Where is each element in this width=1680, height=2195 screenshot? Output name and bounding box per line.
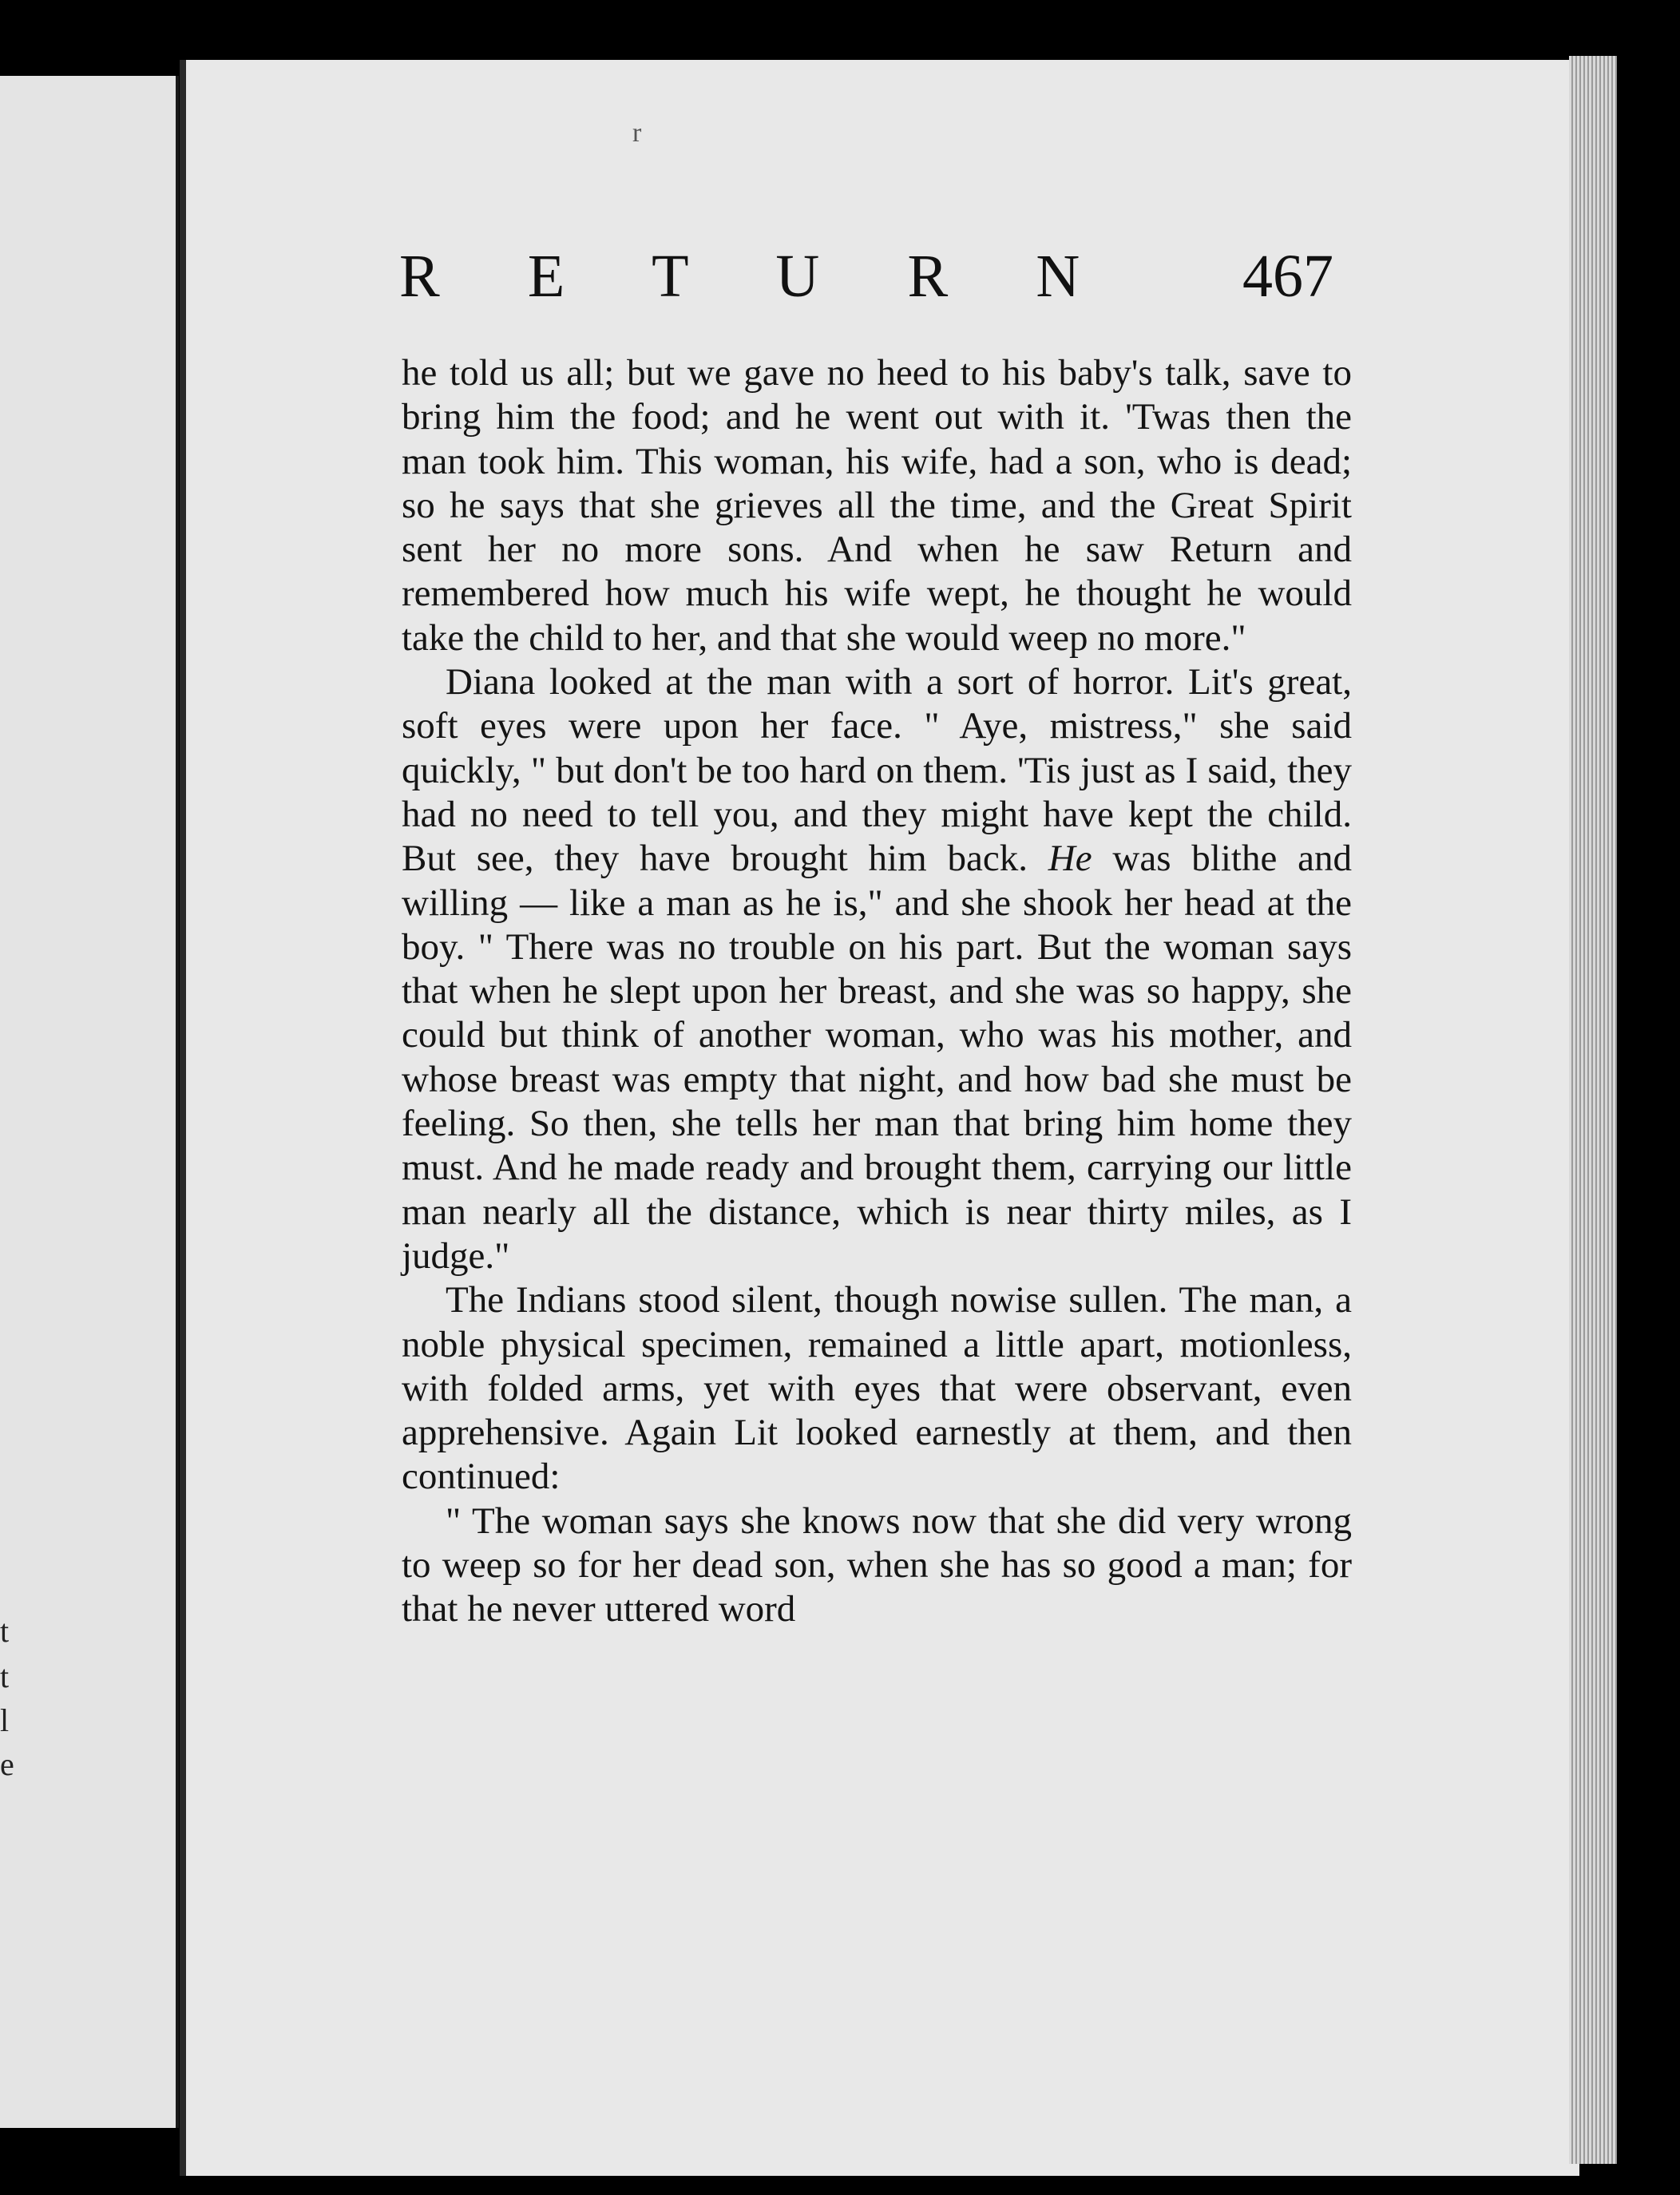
page-stack-edge [1569, 56, 1617, 2164]
paragraph: " The woman says she knows now that she did very wrong to weep so for her dead son, when she has so good a man; for that he never uttered word [402, 1500, 1352, 1630]
running-title: R E T U R N [399, 243, 1116, 310]
left-page-edge [0, 76, 179, 2128]
stray-mark: r [632, 118, 642, 148]
emphasis: He [1048, 838, 1092, 880]
left-page-fragment: e [0, 1746, 14, 1782]
paragraph: The Indians stood silent, though nowise sullen. The man, a noble physical specimen, remained a little apart, motionless, with folded arms, yet with eyes that were observant, even apprehensive. Again Lit looked earnestly at them, and then continued: [402, 1279, 1352, 1498]
left-page-fragment: l [0, 1702, 10, 1738]
running-head [399, 243, 1333, 318]
body-text [402, 351, 1352, 1632]
left-page-fragment: t [0, 1613, 10, 1649]
left-page-fragment: t [0, 1658, 10, 1694]
page-number: 467 [1242, 243, 1333, 310]
paragraph: he told us all; but we gave no heed to his baby's talk, save to bring him the food; and he went out with it. 'Twas then the man took him. This woman, his wife, had a son, who is dead; so he says that she grieves all the time, and the Great Spirit sent her no more sons. And when he saw Return and remembered how much his wife wept, he thought he would take the child to her, and that she would weep no more." [402, 352, 1352, 659]
paragraph: Diana looked at the man with a sort of horror. Lit's great, soft eyes were upon her face. " Aye, mistress," she said quickly, " but don't be too hard on them. 'Tis just as I said, they had no need to tell you, and they might have kept the child. But see, they have brought him back. He was blithe and willing — like a man as he is," and she shook her head at the boy. " There was no trouble on his part. But the woman says that when he slept upon her breast, and she was so happy, she could but think of another woman, who was his mother, and whose breast was empty that night, and how bad she must be feeling. So then, she tells her man that bring him home they must. And he made ready and brought them, carrying our little man nearly all the distance, which is near thirty miles, as I judge." [402, 661, 1352, 1277]
